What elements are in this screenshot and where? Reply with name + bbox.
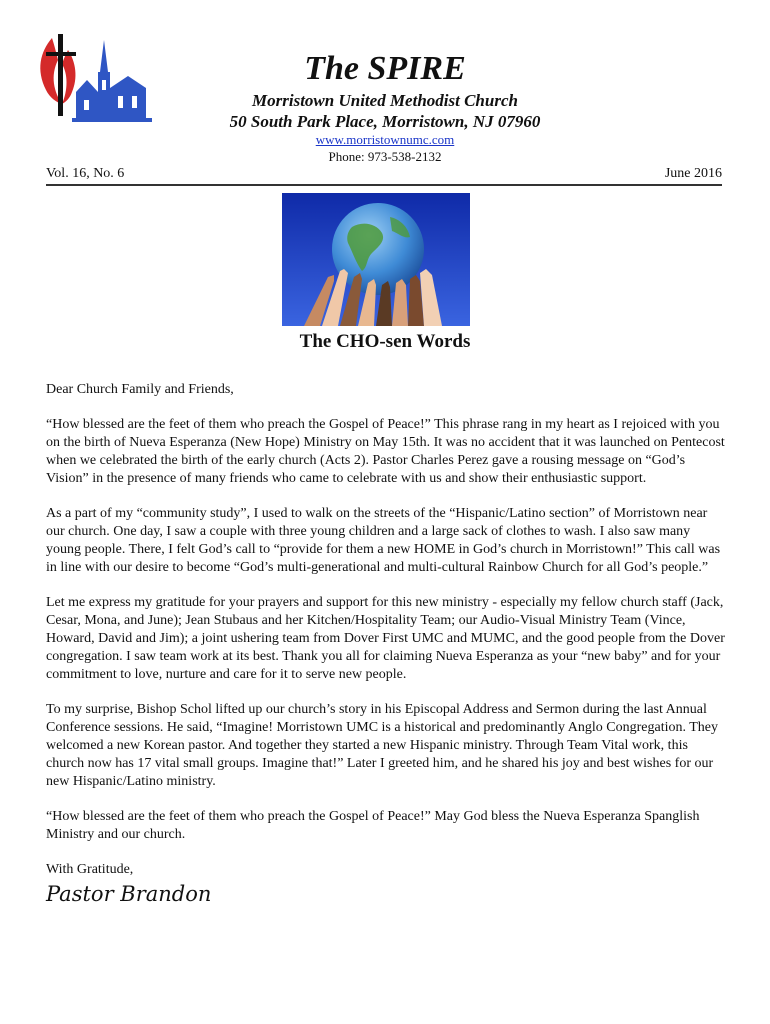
article-heading: The CHO-sen Words [299, 331, 471, 352]
paragraph-2: As a part of my “community study”, I used to walk on the streets of the “Hispanic/Latino section” of Morristown near our church. One day, I saw a couple with three young children and a large sack of clothes to wash. I also saw many young people. There, I felt God’s call to “provide for them a new HOME in God’s church in Morristown!” This call was in line with our desire to become “God’s multi-generational and multi-cultural Rainbow Church for all God’s people.” [46, 506, 721, 575]
paragraph-4: To my surprise, Bishop Schol lifted up our church’s story in his Episcopal Address and Sermon during the last Annual Conference sessions. He said, “Imagine! Morristown UMC is a historical and predominantly Anglo Congregation. They welcomed a new Korean pastor. And together they started a new Hispanic ministry. Through Team Vital work, this church now has 17 vital small groups. Imagine that!” Later I greeted him, and he shared his joy and best wishes for our new Hispanic/Latino ministry. [46, 702, 718, 789]
phone-number: Phone: 973-538-2132 [328, 149, 442, 164]
signature: Pastor Brandon [46, 882, 212, 906]
article-body [46, 381, 728, 907]
salutation: Dear Church Family and Friends, [46, 382, 234, 397]
issue-date: June 2016 [664, 166, 722, 181]
volume-number: Vol. 16, No. 6 [46, 166, 125, 181]
church-name: Morristown United Methodist Church [252, 91, 518, 110]
church-address: 50 South Park Place, Morristown, NJ 07960 [229, 112, 541, 131]
closing: With Gratitude, [46, 862, 134, 877]
paragraph-5: “How blessed are the feet of them who preach the Gospel of Peace!” May God bless the Nueva Esperanza Spanglish Ministry and our church. [46, 809, 700, 842]
globe-hands-image [282, 193, 470, 326]
newsletter-title: The SPIRE [304, 50, 466, 87]
paragraph-1: “How blessed are the feet of them who preach the Gospel of Peace!” This phrase rang in my heart as I rejoiced with you on the birth of Nueva Esperanza (New Hope) Ministry on May 15th. It was no accident that it was launched on Pentecost when we celebrated the birth of the early church (Acts 2). Pastor Charles Perez gave a rousing message on “God’s Vision” in the presence of many friends who came to celebrate with us and show their enthusiastic support. [46, 417, 725, 486]
website-link[interactable]: www.morristownumc.com [315, 132, 455, 147]
header-divider [46, 184, 722, 186]
paragraph-3: Let me express my gratitude for your prayers and support for this new ministry - especially my fellow church staff (Jack, Cesar, Mona, and June); Jean Stubaus and her Kitchen/Hospitality Team; our Audio-Visual Ministry Team (Vince, Howard, David and Jim); a joint ushering team from Dover First UMC and MUMC, and the good people from the Dover congregation. I saw team work at its best. Thank you all for claiming Nueva Esperanza as your “new baby” and for your commitment to love, nurture and care for it to serve new people. [46, 595, 725, 682]
